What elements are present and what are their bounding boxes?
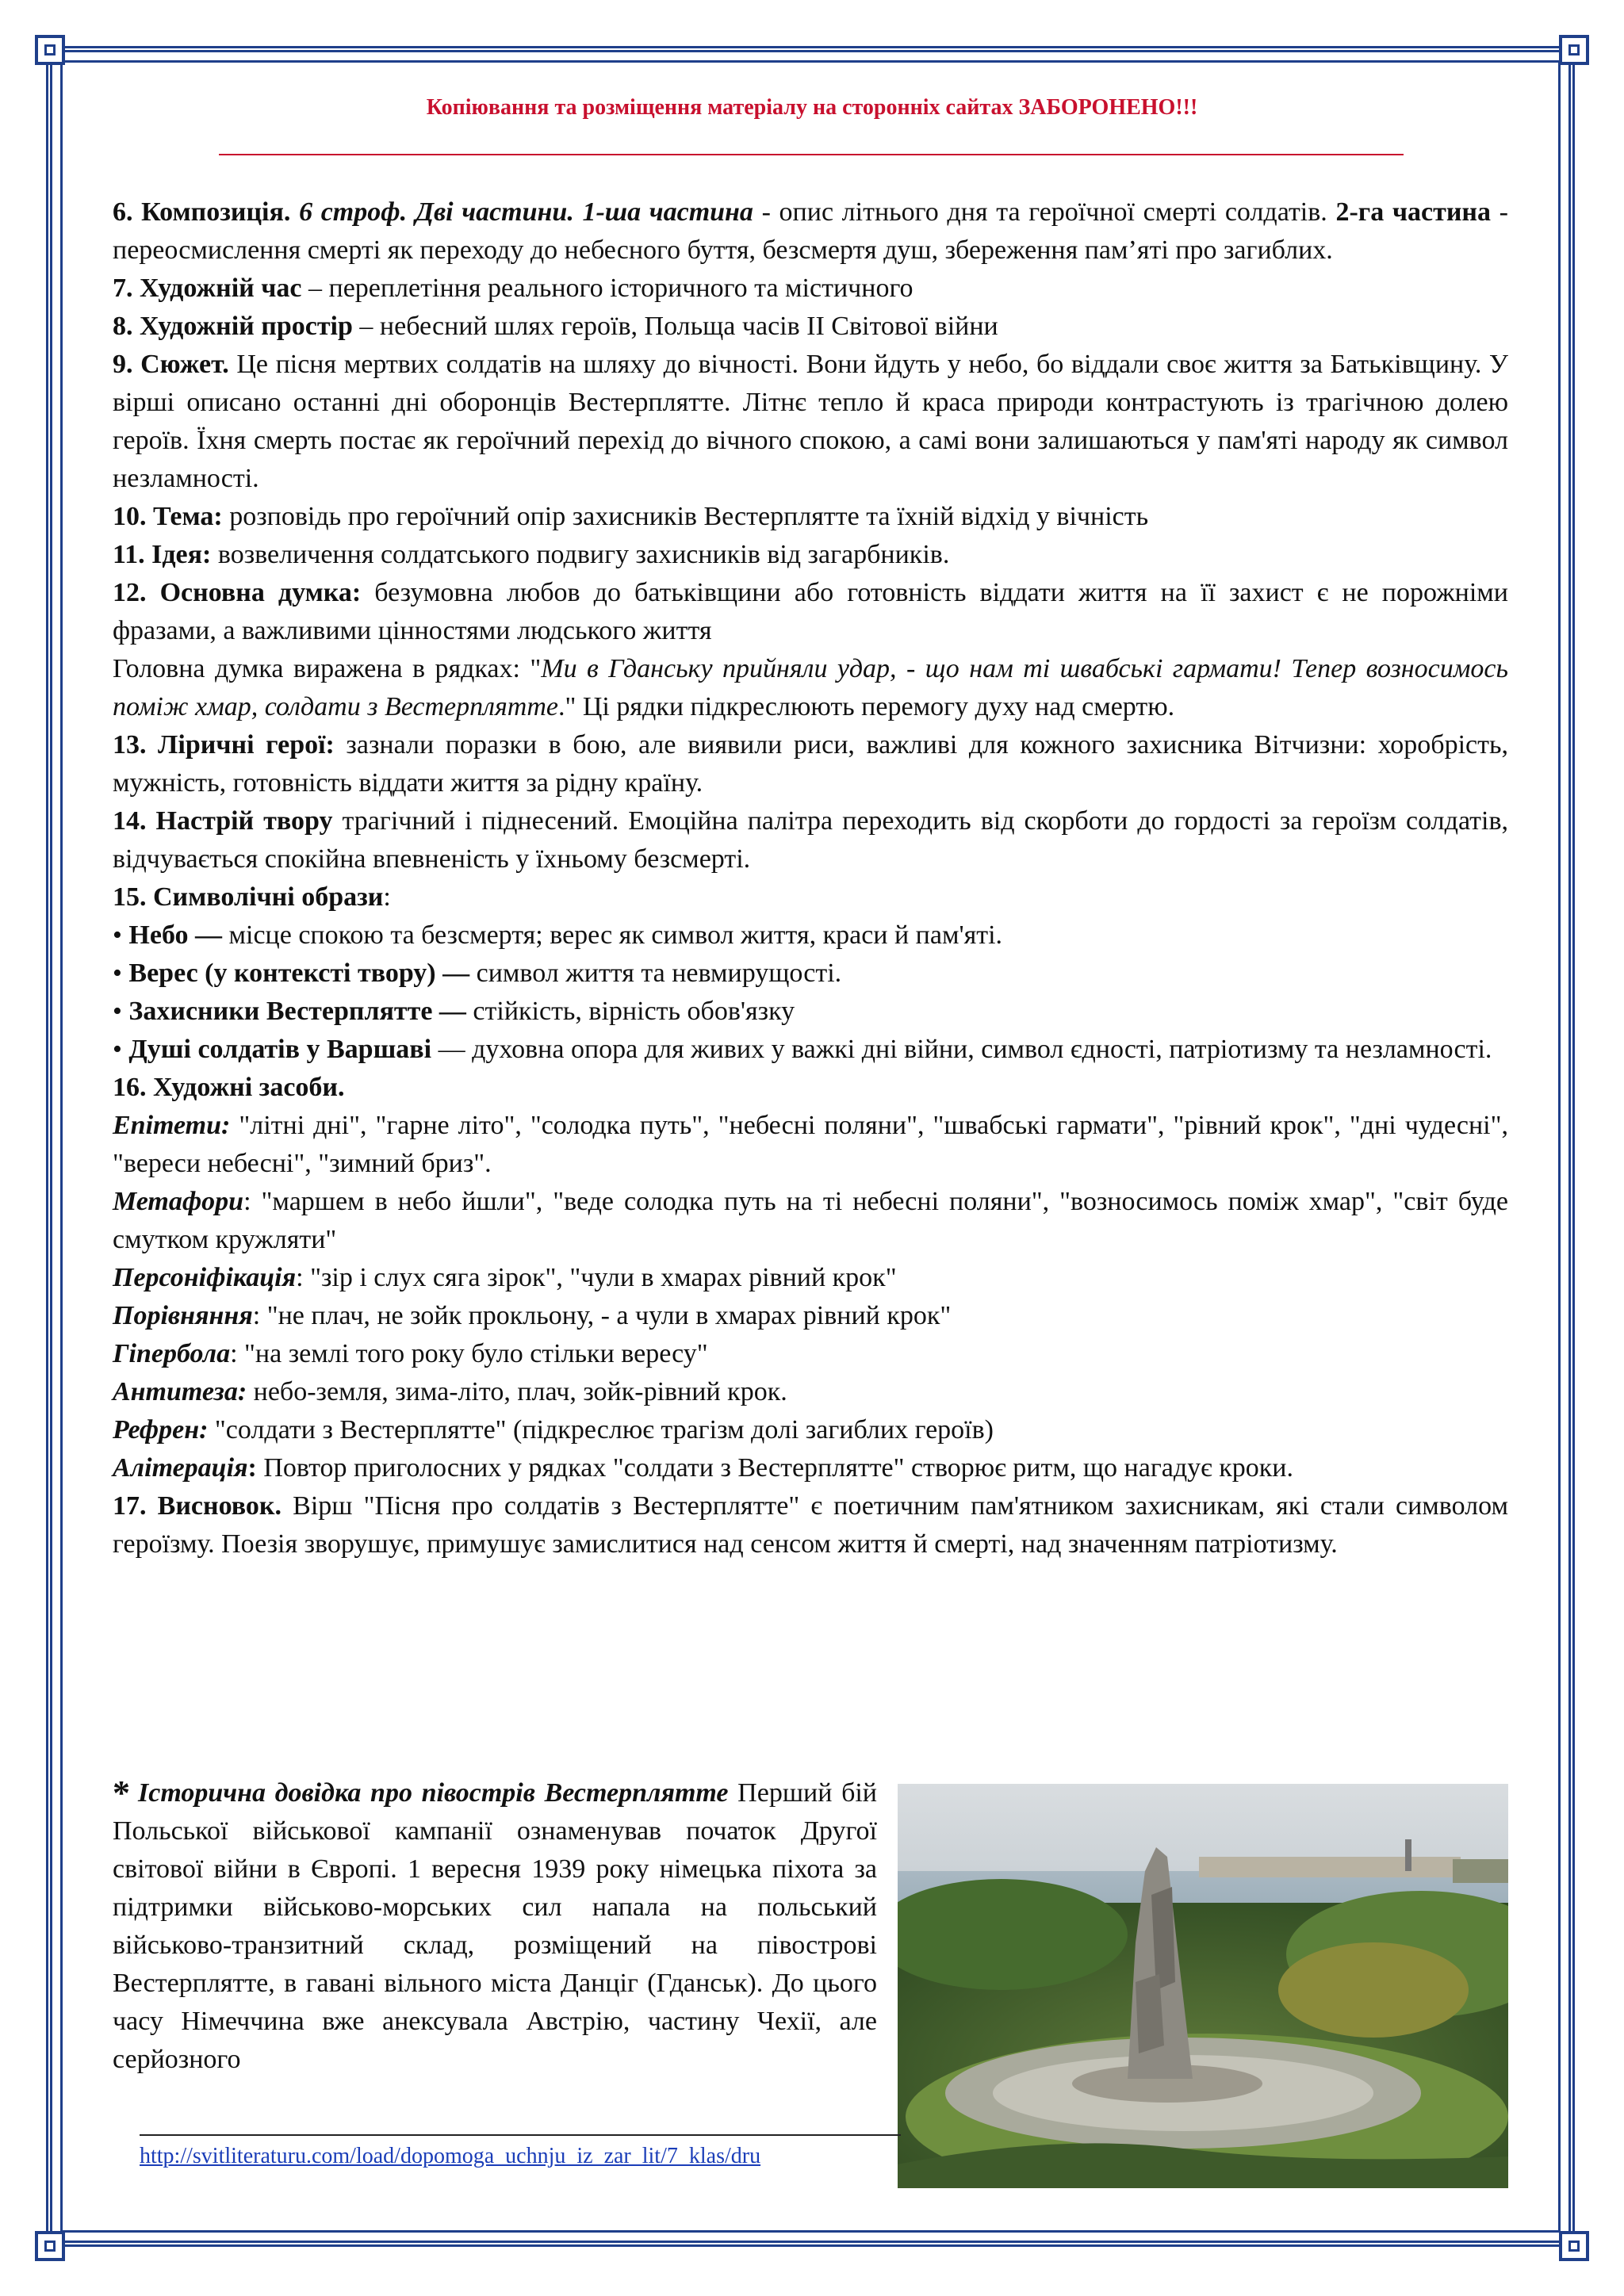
footnote-asterisk: * <box>113 1774 130 1812</box>
item-label: 15. Символічні образи <box>113 882 384 912</box>
item-devices <box>113 1069 1508 1107</box>
corner-ornament <box>35 35 65 65</box>
item-label: 13. Ліричні герої: <box>113 730 335 760</box>
device-text: : "маршем в небо йшли", "веде солодка путь на ті небесні поляни", "возносимось поміж хмар", "світ буде смутком кружляти" <box>113 1187 1508 1254</box>
item-symbols <box>113 878 1508 916</box>
device-entry <box>113 1183 1508 1259</box>
device-entry <box>113 1107 1508 1183</box>
device-entry <box>113 1449 1508 1487</box>
item-text: Головна думка виражена в рядках: " <box>113 654 542 683</box>
item-label: 14. Настрій твору <box>113 806 333 836</box>
bullet-dot-icon: • <box>113 1035 129 1064</box>
bullet-term: Захисники Вестерплятте — <box>128 997 466 1026</box>
item-label: 10. Тема: <box>113 502 223 531</box>
bullet-term: Небо — <box>128 920 222 950</box>
bullet-text: стійкість, вірність обов'язку <box>465 997 795 1026</box>
symbol-bullet <box>113 955 1508 993</box>
item-space <box>113 308 1508 346</box>
analysis-body <box>113 193 1508 1563</box>
device-entry <box>113 1335 1508 1373</box>
item-label: 11. Ідея: <box>113 540 212 569</box>
device-colon: : <box>247 1453 257 1483</box>
device-text: : "на землі того року було стільки вересу" <box>230 1339 708 1368</box>
item-emphasis: 6 строф. Дві частини. 1-ша частина <box>299 197 753 227</box>
bullet-dot-icon: • <box>113 997 129 1026</box>
item-emphasis: 2-га частина <box>1335 197 1492 227</box>
bullet-term: Душі солдатів у Варшаві <box>128 1035 432 1064</box>
item-conclusion <box>113 1487 1508 1563</box>
bullet-term: Верес (у контексті твору) — <box>128 959 470 988</box>
historical-note <box>113 1774 1508 2196</box>
item-label: 6. Композиція. <box>113 197 291 227</box>
item-text: - переосмислення смерті як переходу до небесного буття, безсмертя душ, збереження пам’яті про загиблих. <box>113 197 1508 265</box>
device-text: : "не плач, не зойк прокльону, - а чули в хмарах рівний крок" <box>252 1301 952 1330</box>
bullet-dot-icon: • <box>113 959 129 988</box>
bullet-text: — духовна опора для живих у важкі дні війни, символ єдності, патріотизму та незламності. <box>431 1035 1492 1064</box>
device-entry <box>113 1411 1508 1449</box>
item-heroes <box>113 726 1508 802</box>
item-mood <box>113 802 1508 878</box>
warning-underline <box>219 154 1404 155</box>
device-name: Рефрен: <box>113 1415 209 1445</box>
item-label: 8. Художній простір <box>113 312 353 341</box>
item-label: 7. Художній час <box>113 274 302 303</box>
copy-warning: Копіювання та розміщення матеріалу на сторонніх сайтах ЗАБОРОНЕНО!!! <box>426 95 1198 120</box>
item-label: 9. Сюжет. <box>113 350 229 379</box>
item-plot <box>113 346 1508 498</box>
device-name: Епітети: <box>113 1111 231 1140</box>
corner-ornament <box>1559 2231 1589 2261</box>
device-name: Метафори <box>113 1187 244 1216</box>
item-text: : <box>383 882 391 912</box>
item-label: 12. Основна думка: <box>113 578 362 607</box>
device-name: Алітерація <box>113 1453 248 1483</box>
item-time <box>113 270 1508 308</box>
device-text: небо-земля, зима-літо, плач, зойк-рівний крок. <box>247 1377 787 1406</box>
item-idea <box>113 536 1508 574</box>
item-text: - опис літнього дня та героїчної смерті солдатів. <box>753 197 1336 227</box>
item-composition <box>113 193 1508 270</box>
item-text: зазнали поразки в бою, але виявили риси, важливі для кожного захисника Вітчизни: хоробрість, мужність, готовність віддати життя за рідну країну. <box>113 730 1508 798</box>
item-text: розповідь про героїчний опір захисників Вестерплятте та їхній відхід у вічність <box>222 502 1149 531</box>
device-name: Персоніфікація <box>113 1263 297 1292</box>
monument-image-icon <box>898 1784 1508 2188</box>
footer-divider <box>140 2134 901 2136</box>
device-entry <box>113 1373 1508 1411</box>
item-text: Це пісня мертвих солдатів на шляху до вічності. Вони йдуть у небо, бо віддали своє життя за Батьківщину. У вірші описано останні дні оборонців Вестерплятте. Літнє тепло й краса природи контрастують із трагічною долею героїв. Їхня смерть постає як героїчний перехід до вічного спокою, а самі вони залишаються у пам'яті народу як символ незламності. <box>113 350 1508 493</box>
history-title: Історична довідка про півострів Вестерплятте <box>138 1778 729 1808</box>
item-label: 17. Висновок. <box>113 1491 282 1521</box>
bullet-dot-icon: • <box>113 920 129 950</box>
westerplatte-monument-photo <box>898 1784 1508 2188</box>
bullet-text: символ життя та невмирущості. <box>469 959 842 988</box>
item-text: – переплетіння реального історичного та містичного <box>301 274 914 303</box>
item-theme <box>113 498 1508 536</box>
corner-ornament <box>1559 35 1589 65</box>
item-text: трагічний і піднесений. Емоційна палітра переходить від скорботи до гордості за героїзм солдатів, відчувається спокійна впевненість у їхньому безсмерті. <box>113 806 1509 874</box>
item-main-thought-quote <box>113 650 1508 726</box>
symbol-bullet <box>113 916 1508 955</box>
symbol-bullet <box>113 993 1508 1031</box>
device-entry <box>113 1297 1508 1335</box>
device-text: "солдати з Вестерплятте" (підкреслює трагізм долі загиблих героїв) <box>208 1415 994 1445</box>
bullet-text: місце спокою та безсмертя; верес як символ життя, краси й пам'яті. <box>222 920 1003 950</box>
symbol-bullet <box>113 1031 1508 1069</box>
device-name: Антитеза: <box>113 1377 247 1406</box>
history-text: Перший бій Польської військової кампанії ознаменував початок Другої світової війни в Європі. 1 вересня 1939 року німецька піхота за підтримки військово-морських сил напала на польський військово-транзитний склад, розміщений на півострові Вестерплятте, в гавані вільного міста Данціг (Гданськ). До цього часу Німеччина вже анексувала Австрію, частину Чехії, але серйозного <box>113 1778 878 2074</box>
item-text: Вірш "Пісня про солдатів з Вестерплятте" є поетичним пам'ятником захисникам, які стали символом героїзму. Поезія зворушує, примушує замислитися над сенсом життя й смерті, над значенням патріотизму. <box>113 1491 1508 1559</box>
poem-quote: Ми в Гданську прийняли удар, - що нам ті швабські гармати! Тепер возносимось поміж хмар, солдати з Вестерплятте <box>113 654 1508 721</box>
device-text: Повтор приголосних у рядках "солдати з Вестерплятте" створює ритм, що нагадує кроки. <box>256 1453 1293 1483</box>
item-label: 16. Художні засоби. <box>113 1073 345 1102</box>
device-entry <box>113 1259 1508 1297</box>
source-link[interactable]: http://svitliteraturu.com/load/dopomoga_uchnju_iz_zar_lit/7_klas/dru <box>140 2144 761 2168</box>
item-text: безумовна любов до батьківщини або готовність віддати життя на її захист є не порожніми фразами, а важливими цінностями людського життя <box>113 578 1508 645</box>
item-text: ." Ці рядки підкреслюють перемогу духу над смертю. <box>557 692 1175 721</box>
corner-ornament <box>35 2231 65 2261</box>
device-text: : "зір і слух сяга зірок", "чули в хмарах рівний крок" <box>296 1263 897 1292</box>
item-text: – небесний шлях героїв, Польща часів ІІ Світової війни <box>352 312 998 341</box>
device-name: Гіпербола <box>113 1339 231 1368</box>
device-name: Порівняння <box>113 1301 253 1330</box>
item-text: возвеличення солдатського подвигу захисників від загарбників. <box>211 540 950 569</box>
device-text: "літні дні", "гарне літо", "солодка путь", "небесні поляни", "швабські гармати", "рівний крок", "дні чудесні", "вереси небесні", "зимний бриз". <box>113 1111 1508 1178</box>
item-main-thought <box>113 574 1508 650</box>
